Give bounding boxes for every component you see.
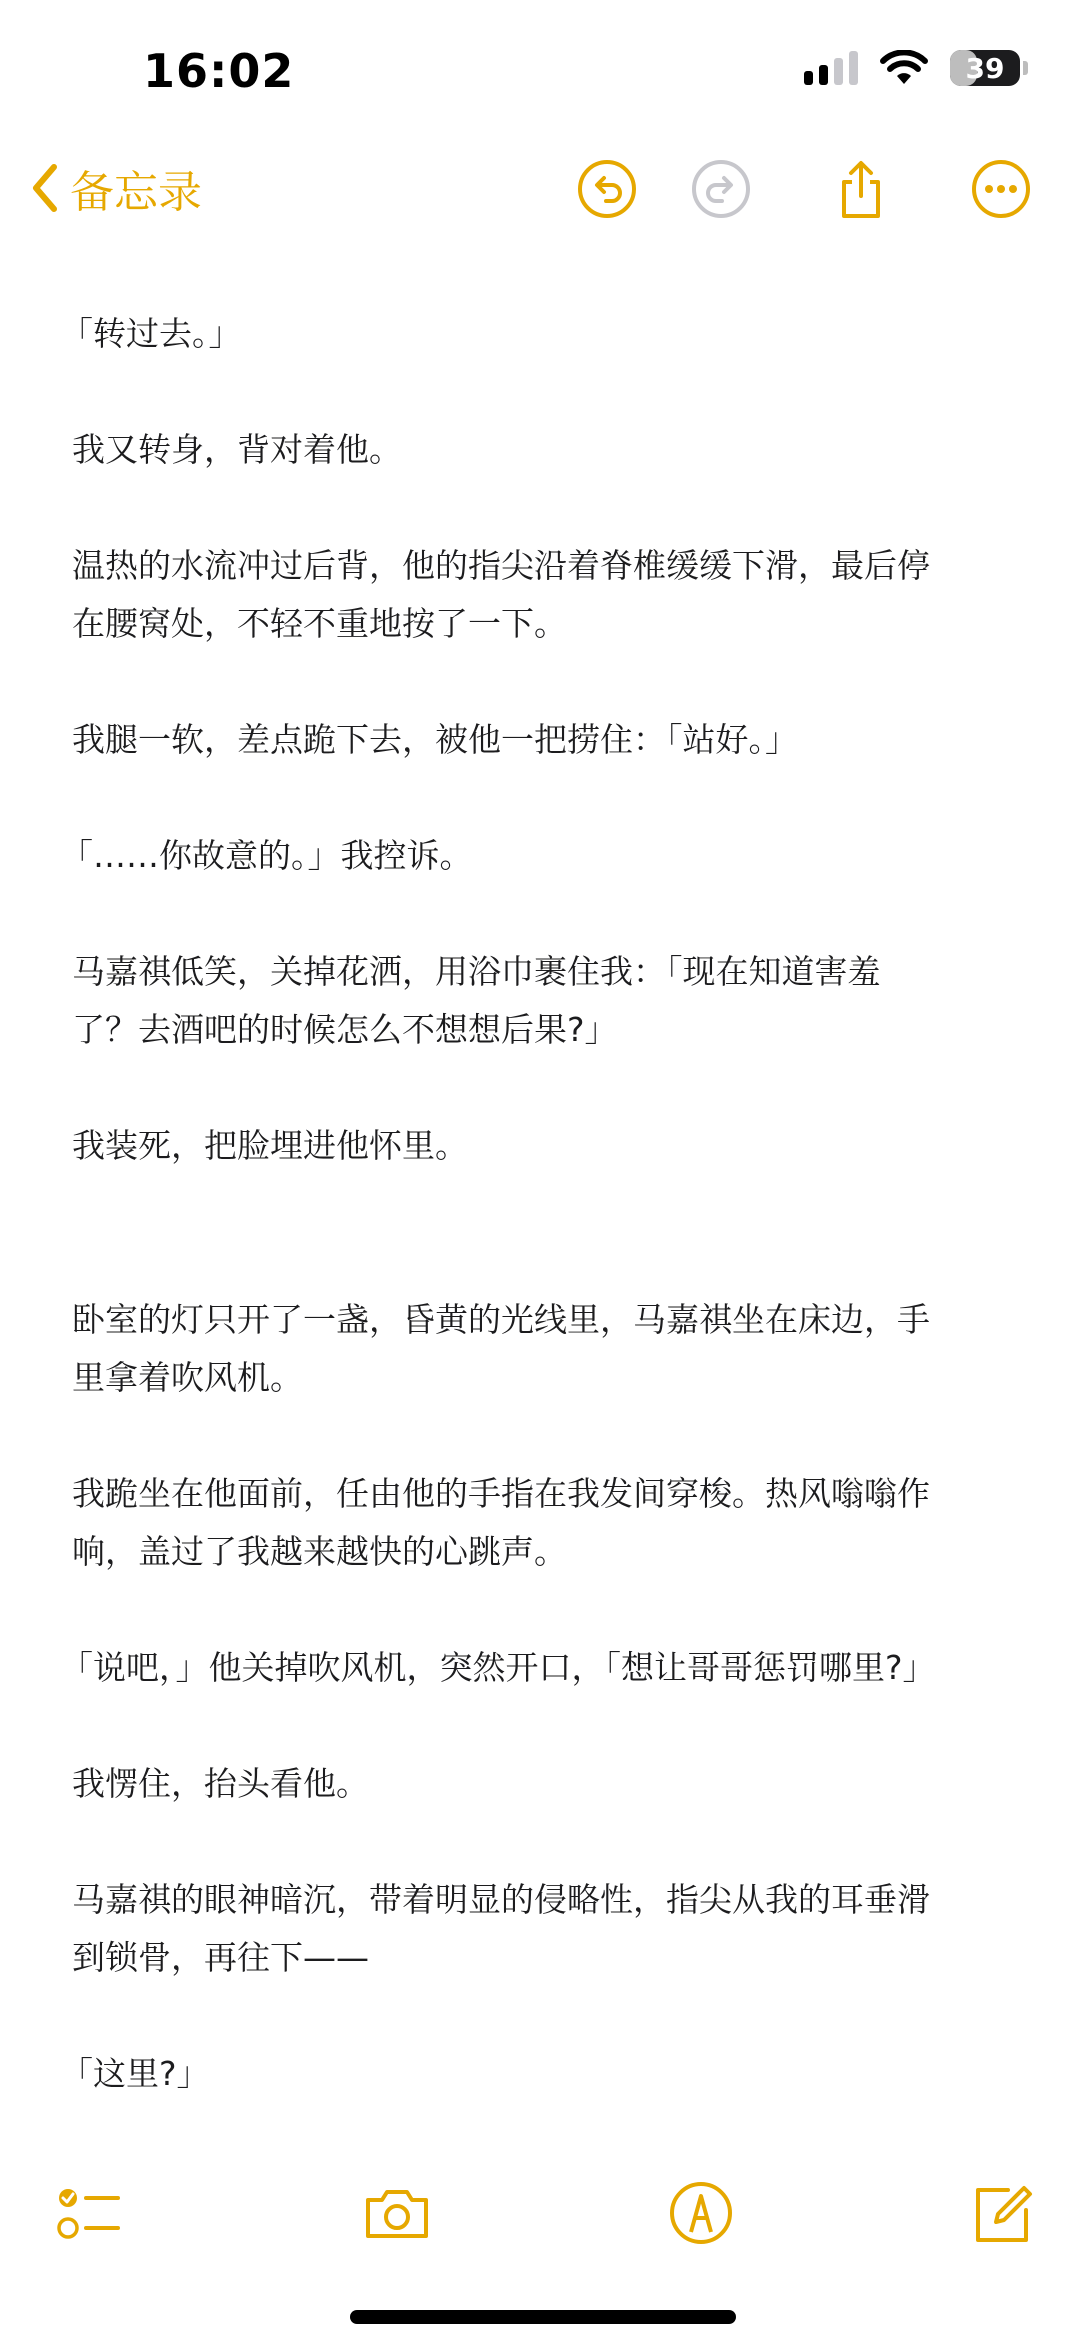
redo-icon xyxy=(690,158,752,220)
note-paragraph: 「转过去。」 xyxy=(60,314,242,353)
share-button[interactable] xyxy=(830,158,892,220)
camera-button[interactable] xyxy=(362,2178,432,2248)
back-label: 备忘录 xyxy=(70,167,202,218)
note-paragraph: 温热的水流冲过后背，他的指尖沿着脊椎缓缓下滑，最后停 在腰窝处，不轻不重地按了一下。 xyxy=(72,546,930,643)
redo-button[interactable] xyxy=(690,158,752,220)
note-paragraph: 「……你故意的。」我控诉。 xyxy=(60,836,473,875)
back-button[interactable] xyxy=(30,156,202,220)
markup-icon xyxy=(666,2178,736,2248)
battery-icon xyxy=(950,50,1020,86)
battery-cap xyxy=(1023,61,1028,75)
chevron-left-icon xyxy=(30,163,60,213)
more-icon xyxy=(970,158,1032,220)
wifi-icon xyxy=(880,50,928,86)
note-paragraph: 卧室的灯只开了一盏，昏黄的光线里，马嘉祺坐在床边，手 里拿着吹风机。 xyxy=(72,1300,930,1397)
note-paragraph: 马嘉祺低笑，关掉花洒，用浴巾裹住我：「现在知道害羞 了？去酒吧的时候怎么不想想后果?」 xyxy=(72,952,881,1049)
bottom-toolbar xyxy=(0,2170,1080,2260)
note-paragraph: 「这里?」 xyxy=(60,2054,210,2093)
checklist-button[interactable] xyxy=(54,2178,124,2248)
note-paragraph: 我装死，把脸埋进他怀里。 xyxy=(72,1126,468,1165)
status-bar xyxy=(0,0,1080,140)
share-icon xyxy=(830,158,892,220)
note-paragraph: 我跪坐在他面前，任由他的手指在我发间穿梭。热风嗡嗡作 响，盖过了我越来越快的心跳声。 xyxy=(72,1474,930,1571)
note-paragraph: 马嘉祺的眼神暗沉，带着明显的侵略性，指尖从我的耳垂滑 到锁骨，再往下—— xyxy=(72,1880,930,1977)
more-button[interactable] xyxy=(970,158,1032,220)
camera-icon xyxy=(362,2178,432,2248)
markup-button[interactable] xyxy=(666,2178,736,2248)
battery-level: 39 xyxy=(965,51,1005,85)
note-paragraph: 我又转身，背对着他。 xyxy=(72,430,402,469)
home-indicator[interactable] xyxy=(350,2310,736,2324)
undo-icon xyxy=(576,158,638,220)
status-time: 16:02 xyxy=(143,44,295,98)
compose-button[interactable] xyxy=(968,2178,1038,2248)
status-indicators xyxy=(804,50,1028,86)
cellular-signal-icon xyxy=(804,51,858,85)
navigation-bar xyxy=(0,150,1080,230)
note-paragraph: 「说吧，」他关掉吹风机，突然开口，「想让哥哥惩罚哪里?」 xyxy=(60,1648,936,1687)
note-paragraph: 我愣住，抬头看他。 xyxy=(72,1764,369,1803)
note-paragraph: 我腿一软，差点跪下去，被他一把捞住：「站好。」 xyxy=(72,720,798,759)
compose-icon xyxy=(968,2178,1038,2248)
checklist-icon xyxy=(54,2178,124,2248)
undo-button[interactable] xyxy=(576,158,638,220)
